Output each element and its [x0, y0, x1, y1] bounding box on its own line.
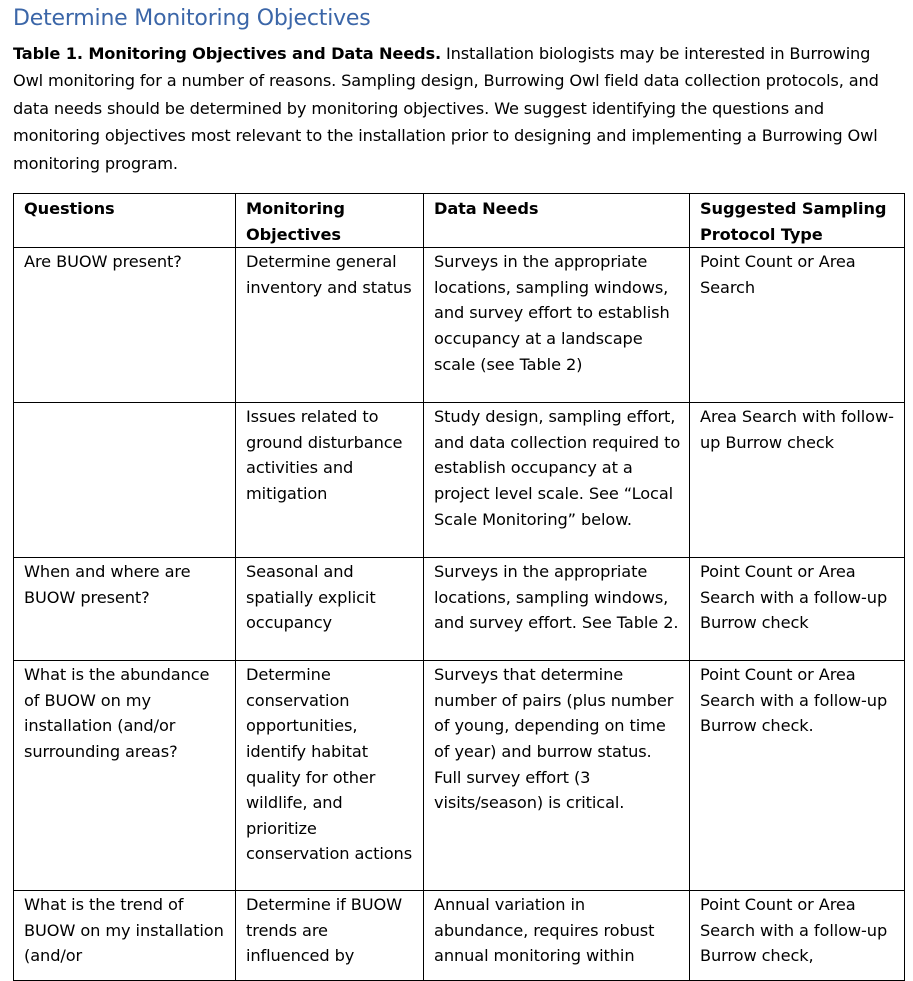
cell-protocol: Point Count or Area Search with a follow-up Burrow check,: [690, 891, 905, 981]
table-row: [14, 661, 905, 891]
table-row: [14, 248, 905, 403]
cell-data-needs: Study design, sampling effort, and data collection required to establish occupancy at a project level scale. See “Local Scale Monitoring” below.: [424, 403, 690, 558]
cell-protocol: Point Count or Area Search with a follow-up Burrow check: [690, 558, 905, 661]
cell-question: When and where are BUOW present?: [14, 558, 236, 661]
cell-question: Are BUOW present?: [14, 248, 236, 403]
header-data-needs: Data Needs: [424, 194, 690, 248]
monitoring-objectives-table: [13, 193, 905, 981]
cell-protocol: Point Count or Area Search: [690, 248, 905, 403]
table-row: [14, 891, 905, 981]
page-heading: Determine Monitoring Objectives: [13, 6, 371, 31]
header-sampling-protocol: Suggested Sampling Protocol Type: [690, 194, 905, 248]
cell-data-needs: Surveys that determine number of pairs (plus number of young, depending on time of year) and burrow status. Full survey effort (3 visits/season) is critical.: [424, 661, 690, 891]
header-questions: Questions: [14, 194, 236, 248]
table-caption-text: Installation biologists may be interested in Burrowing Owl monitoring for a number of reasons. Sampling design, Burrowing Owl field data collection protocols, and data needs should be determined by monitoring objectives. We suggest identifying the questions and monitoring objectives most relevant to the installation prior to designing and implementing a Burrowing Owl monitoring program.: [13, 44, 879, 173]
table-caption-title: Table 1. Monitoring Objectives and Data Needs.: [13, 44, 441, 63]
header-monitoring-objectives: Monitoring Objectives: [236, 194, 424, 248]
table-row: [14, 558, 905, 661]
cell-objective: Determine if BUOW trends are influenced by: [236, 891, 424, 981]
cell-objective: Seasonal and spatially explicit occupancy: [236, 558, 424, 661]
table-caption-paragraph: [13, 40, 893, 177]
cell-data-needs: Surveys in the appropriate locations, sampling windows, and survey effort. See Table 2.: [424, 558, 690, 661]
cell-protocol: Area Search with follow-up Burrow check: [690, 403, 905, 558]
cell-objective: Determine general inventory and status: [236, 248, 424, 403]
cell-data-needs: Annual variation in abundance, requires robust annual monitoring within: [424, 891, 690, 981]
cell-data-needs: Surveys in the appropriate locations, sampling windows, and survey effort to establish occupancy at a landscape scale (see Table 2): [424, 248, 690, 403]
cell-question: What is the abundance of BUOW on my installation (and/or surrounding areas?: [14, 661, 236, 891]
table-row: [14, 403, 905, 558]
cell-protocol: Point Count or Area Search with a follow-up Burrow check.: [690, 661, 905, 891]
cell-question: [14, 403, 236, 558]
cell-question: What is the trend of BUOW on my installation (and/or: [14, 891, 236, 981]
cell-objective: Determine conservation opportunities, identify habitat quality for other wildlife, and prioritize conservation actions: [236, 661, 424, 891]
cell-objective: Issues related to ground disturbance activities and mitigation: [236, 403, 424, 558]
table-header-row: [14, 194, 905, 248]
